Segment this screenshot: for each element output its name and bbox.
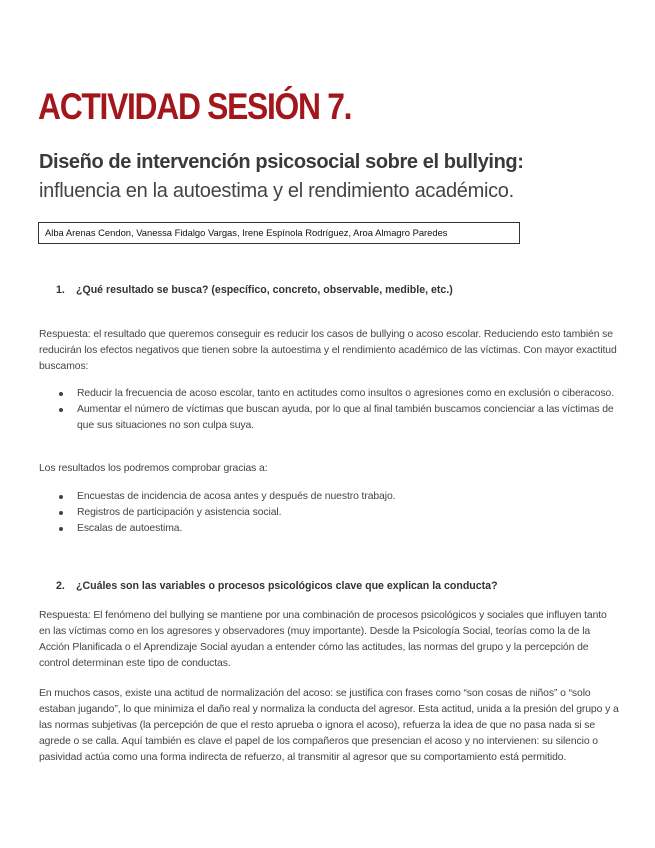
- bullet-icon: [59, 495, 63, 499]
- answer-1: Respuesta: el resultado que queremos conseguir es reducir los casos de bullying o acoso escolar. Reduciendo esto también se reducirán los efectos negativos que tienen sobre la autoestima y el rendimiento académico de las víctimas. Con mayor exactitud buscamos:: [39, 329, 617, 372]
- question-2-text: ¿Cuáles son las variables o procesos psicológicos clave que explican la conducta?: [76, 580, 498, 592]
- bullet-icon: [59, 392, 63, 396]
- question-2-number: 2.: [56, 580, 65, 592]
- question-1-text: ¿Qué resultado se busca? (específico, concreto, observable, medible, etc.): [76, 284, 453, 296]
- page-title: ACTIVIDAD SESIÓN 7.: [38, 86, 352, 127]
- question-1: [56, 284, 453, 296]
- measures-list: [39, 489, 619, 537]
- list-item: Encuestas de incidencia de acosa antes y después de nuestro trabajo.: [39, 489, 619, 505]
- question-1-number: 1.: [56, 284, 65, 296]
- answer-2-paragraph-2: En muchos casos, existe una actitud de normalización del acoso: se justifica con frases como “son cosas de niños” o “solo estaban jugando”, lo que minimiza el daño real y normaliza la conducta del agresor. Esta actitud, unida a la presión del grupo y a las normas subjetivas (la percepción de que el resto aprueba o ignora el acoso), refuerza la idea de que no pasa nada si se agrede o se calla. Aquí también es clave el papel de los compañeros que presencian el acoso y no intervienen: su silencio o pasividad actúa como una forma indirecta de refuerzo, al transmitir al agresor que su comportamiento está permitido.: [39, 688, 619, 763]
- list-item: Escalas de autoestima.: [39, 521, 619, 537]
- authors-box: Alba Arenas Cendon, Vanessa Fidalgo Vargas, Irene Espínola Rodríguez, Aroa Almagro Paredes: [38, 222, 520, 244]
- answer-2: Respuesta: El fenómeno del bullying se mantiene por una combinación de procesos psicológicos y sociales que influyen tanto en las víctimas como en los agresores y observadores (muy importante). Desde la Psicología Social, teorías como la de la Acción Planificada o el Aprendizaje Social ayudan a entender cómo las actitudes, las normas del grupo y la percepción de control determinan este tipo de conductas.: [39, 610, 607, 669]
- bullet-icon: [59, 527, 63, 531]
- subtitle-heading: Diseño de intervención psicosocial sobre el bullying:: [39, 151, 524, 173]
- bullet-icon: [59, 408, 63, 412]
- goals-list: [39, 386, 619, 434]
- list-item: Aumentar el número de víctimas que buscan ayuda, por lo que al final también buscamos concienciar a las víctimas de que sus situaciones no son culpa suya.: [39, 402, 619, 434]
- list-item: Reducir la frecuencia de acoso escolar, tanto en actitudes como insultos o agresiones como en exclusión o ciberacoso.: [39, 386, 619, 402]
- results-intro: Los resultados los podremos comprobar gracias a:: [39, 463, 268, 474]
- list-item: Registros de participación y asistencia social.: [39, 505, 619, 521]
- subtitle-subheading: influencia en la autoestima y el rendimiento académico.: [39, 180, 514, 202]
- question-2: [56, 580, 498, 592]
- bullet-icon: [59, 511, 63, 515]
